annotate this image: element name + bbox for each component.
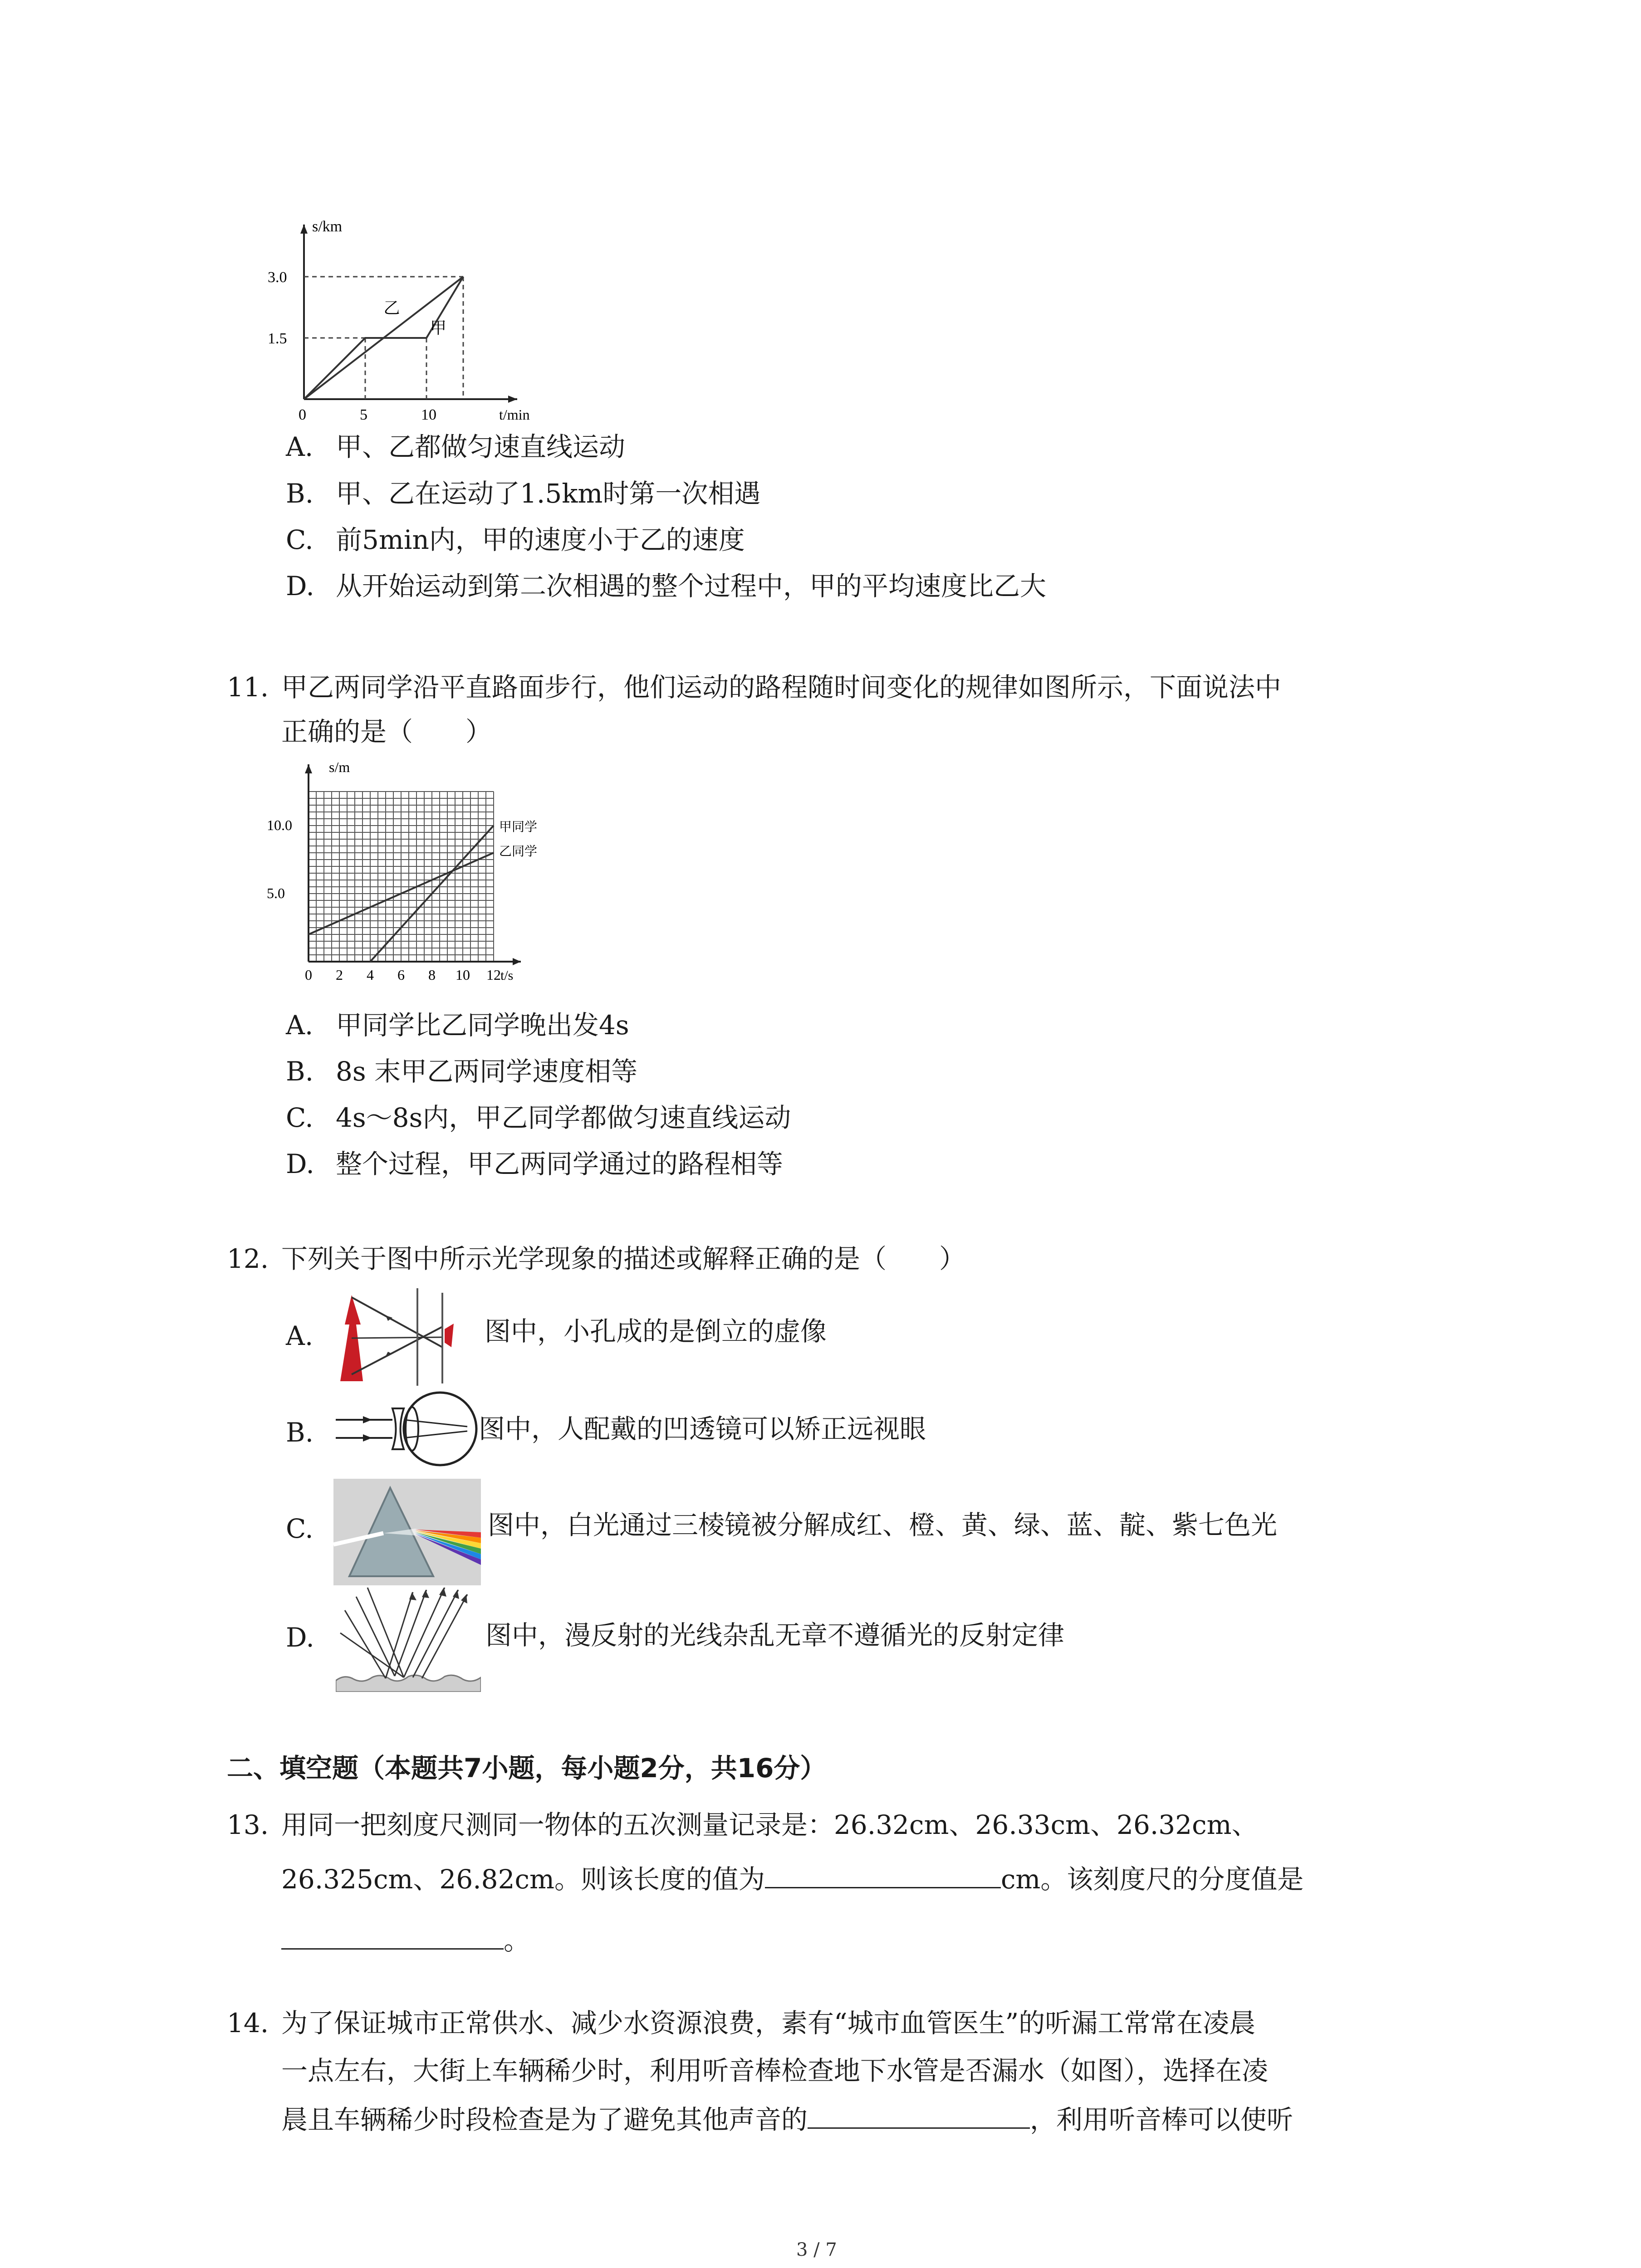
prism-figure: [333, 1479, 481, 1585]
q12-option-a-letter: A.: [286, 1320, 314, 1351]
x-axis-label: t/s: [500, 968, 514, 983]
x-tick-label: 0: [305, 967, 312, 983]
y-axis-label: s/m: [329, 759, 350, 775]
x-tick-label: 10: [456, 967, 470, 983]
y-axis-label: s/km: [312, 218, 343, 235]
q13-line3: 。: [281, 1921, 530, 1959]
q12-option-b-text: 图中，人配戴的凹透镜可以矫正远视眼: [479, 1413, 926, 1444]
x-tick-label: 12: [486, 967, 501, 983]
series-label-jia: 甲: [430, 319, 447, 337]
x-tick-label: 5: [360, 406, 367, 422]
y-tick-label: 1.5: [268, 330, 287, 347]
y-axis-arrow: [305, 764, 312, 773]
x-tick-label: 6: [397, 967, 405, 983]
q13-answer-blank-2[interactable]: [281, 1921, 504, 1950]
series-label-yi: 乙: [383, 299, 400, 317]
page-number: 3 / 7: [796, 2239, 837, 2260]
q10-option-a: A. 甲、乙都做匀速直线运动: [286, 431, 626, 462]
x-tick-label: 4: [367, 967, 374, 983]
legend-label-yi: 乙同学: [499, 845, 538, 859]
q14-line2: 一点左右，大街上车辆稀少时，利用听音棒检查地下水管是否漏水（如图），选择在凌: [281, 2055, 1269, 2086]
q13-line2: 26.325cm、26.82cm。则该长度的值为 cm。该刻度尺的分度值是: [281, 1860, 1303, 1897]
x-axis-label: t/min: [499, 406, 530, 422]
q12-option-c-letter: C.: [286, 1513, 314, 1544]
q14-answer-blank-1[interactable]: [808, 2100, 1030, 2129]
q12-option-d-text: 图中，漫反射的光线杂乱无章不遵循光的反射定律: [485, 1620, 1065, 1651]
q13-answer-blank-1[interactable]: [765, 1860, 1001, 1888]
section-heading: 二、填空题（本题共7小题，每小题2分，共16分）: [227, 1753, 827, 1784]
q11-stem-line1: 11. 甲乙两同学沿平直路面步行，他们运动的路程随时间变化的规律如图所示，下面说法中: [227, 672, 1282, 703]
legend-label-jia: 甲同学: [499, 820, 538, 834]
q11-option-c: C. 4s～8s内，甲乙同学都做匀速直线运动: [286, 1102, 791, 1133]
q12-option-d-letter: D.: [286, 1622, 314, 1653]
q10-option-b: B. 甲、乙在运动了1.5km时第一次相遇: [286, 478, 761, 509]
y-axis-arrow: [300, 225, 308, 234]
x-tick-label: 2: [336, 967, 343, 983]
q10-graph: [254, 213, 535, 422]
pinhole-image-figure: [331, 1284, 485, 1388]
diffuse-reflection-figure: [336, 1583, 481, 1692]
y-tick-label: 5.0: [267, 885, 285, 901]
q13-line1: 13. 用同一把刻度尺测同一物体的五次测量记录是：26.32cm、26.33cm、26.32cm、: [227, 1809, 1258, 1840]
q11-option-d: D. 整个过程，甲乙两同学通过的路程相等: [286, 1149, 784, 1179]
eye-lens-figure: [331, 1388, 481, 1470]
q11-option-a: A. 甲同学比乙同学晚出发4s: [286, 1010, 629, 1041]
x-tick-label: 10: [421, 406, 436, 422]
q11-graph: [263, 753, 572, 1007]
series-line: [304, 277, 463, 399]
q12-option-c-text: 图中，白光通过三棱镜被分解成红、橙、黄、绿、蓝、靛、紫七色光: [488, 1510, 1278, 1540]
q12-option-b-letter: B.: [286, 1417, 314, 1448]
x-tick-label: 8: [428, 967, 436, 983]
q14-line3: 晨且车辆稀少时段检查是为了避免其他声音的 ，利用听音棒可以使听: [281, 2100, 1293, 2138]
y-tick-label: 3.0: [268, 269, 287, 286]
q14-line1: 14. 为了保证城市正常供水、减少水资源浪费，素有“城市血管医生”的听漏工常常在凌晨: [227, 2008, 1256, 2038]
q11-option-b: B. 8s 末甲乙两同学速度相等: [286, 1056, 638, 1087]
q12-stem: 12. 下列关于图中所示光学现象的描述或解释正确的是（ ）: [227, 1243, 966, 1274]
q12-option-a-text: 图中，小孔成的是倒立的虚像: [485, 1316, 827, 1347]
q11-stem-line2: 正确的是（ ）: [281, 716, 492, 747]
x-tick-label: 0: [299, 406, 306, 422]
x-axis-arrow: [513, 958, 521, 965]
q10-option-d: D. 从开始运动到第二次相遇的整个过程中，甲的平均速度比乙大: [286, 571, 1047, 601]
y-tick-label: 10.0: [267, 817, 292, 833]
q10-option-c: C. 前5min内，甲的速度小于乙的速度: [286, 524, 745, 555]
x-axis-arrow: [508, 396, 517, 403]
